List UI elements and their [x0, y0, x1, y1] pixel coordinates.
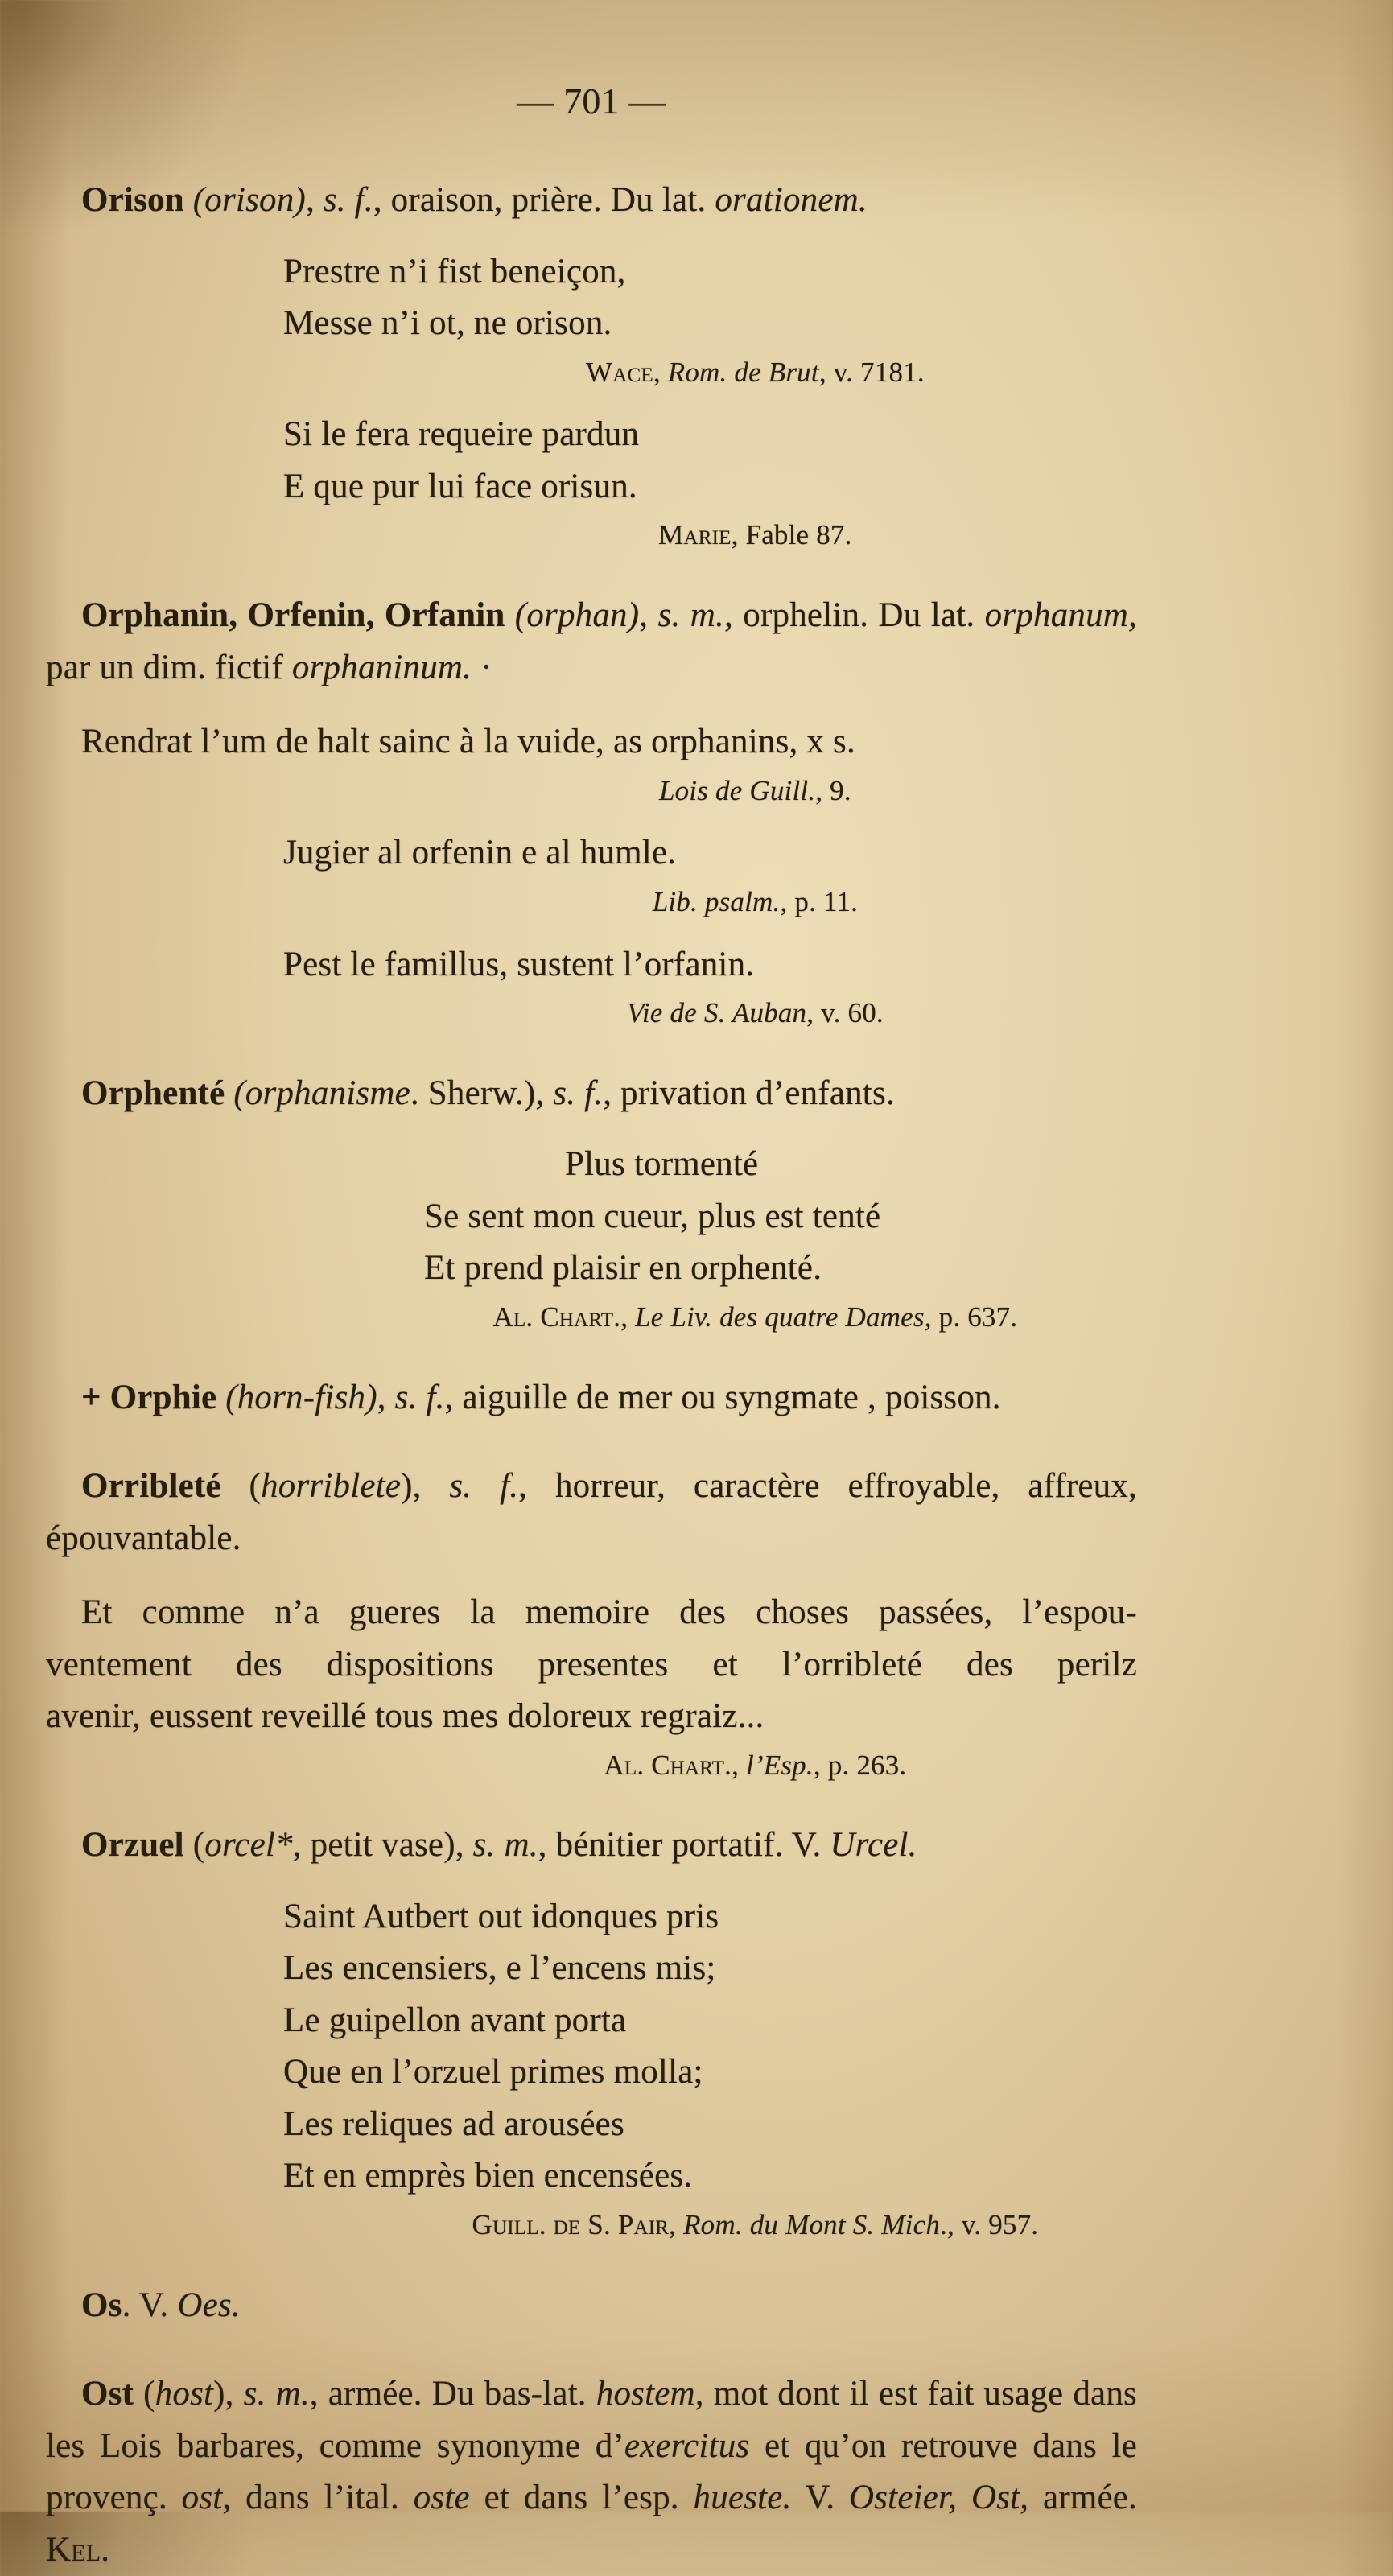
author-name: Wace	[585, 356, 653, 388]
dictionary-entry	[46, 1820, 1137, 2242]
verse-quote	[283, 827, 1137, 880]
text-segment: ,	[639, 596, 658, 635]
citation	[373, 355, 1137, 390]
text-segment: , petit vase),	[292, 1826, 473, 1865]
entry-headword-line	[46, 1820, 1137, 1872]
verse-line: Pest le famillus, sustent l’orfanin.	[283, 945, 755, 983]
text-segment: l’Esp.	[745, 1749, 814, 1781]
entry-headword-line	[46, 2280, 1137, 2332]
text-segment: (orphanisme	[233, 1074, 410, 1112]
text-segment: par un dim. fictif	[46, 648, 292, 686]
verse-line: Saint Autbert out idonques pris	[283, 1897, 719, 1935]
text-segment: . Sherw.),	[410, 1074, 554, 1112]
entry-headword-line	[46, 2368, 1137, 2576]
headword: +	[81, 1378, 110, 1416]
text-segment: (	[134, 2375, 155, 2413]
verse-line: Les encensiers, e l’encens mis;	[283, 1949, 716, 1988]
text-segment: , p. 11.	[780, 885, 859, 917]
citation	[373, 884, 1137, 920]
entry-headword-line	[46, 1461, 1137, 1564]
text-segment: Lois de Guill.	[658, 774, 816, 806]
text-segment: s. f.	[323, 181, 373, 220]
text-segment: et dans l’esp.	[469, 2479, 694, 2517]
verse-line: Les reliques ad arousées	[283, 2104, 624, 2143]
headword: Os	[81, 2285, 122, 2324]
text-segment: , armée. Du bas-lat.	[309, 2375, 596, 2413]
entry-headword-line	[46, 590, 1137, 694]
text-segment: Rom. du Mont S. Mich	[683, 2208, 941, 2240]
verse-quote	[283, 409, 1137, 513]
headword: Orribleté	[81, 1467, 249, 1506]
text-segment: , oraison, prière. Du lat.	[373, 181, 715, 220]
text-segment: , p. 637.	[924, 1300, 1018, 1333]
headword: Orison	[81, 181, 193, 220]
entry-headword-line	[46, 1372, 1137, 1424]
author-name: Kel.	[46, 2530, 110, 2569]
citation	[373, 1300, 1137, 1335]
text-segment: exercitus	[624, 2426, 750, 2465]
prose-quote	[46, 716, 1137, 769]
dictionary-entry	[46, 590, 1137, 1031]
headword: Orphie	[109, 1378, 226, 1416]
page-number: — 701 —	[517, 80, 666, 122]
prose-quote	[46, 1587, 1137, 1743]
text-segment: ,	[305, 181, 324, 220]
text-segment: oste	[413, 2479, 470, 2517]
headword: Orzuel	[81, 1826, 193, 1865]
text-segment: s. m.	[243, 2375, 310, 2413]
verse-line: E que pur lui face orisun.	[283, 467, 637, 505]
dictionary-entry	[46, 1461, 1137, 1783]
text-segment: , bénitier portatif. V.	[538, 1826, 830, 1865]
text-segment: ,	[653, 356, 668, 388]
entry-headword-line	[46, 175, 1137, 227]
verse-quote	[424, 1139, 1137, 1295]
verse-quote	[283, 939, 1137, 991]
text-segment: , horreur, caractère effroyable, affreux, épouvantable.	[46, 1467, 1138, 1557]
text-segment: ),	[401, 1467, 450, 1506]
text-segment: , aiguille de mer ou syngmate , poisson.	[444, 1378, 1001, 1416]
verse-line: Se sent mon cueur, plus est tenté	[424, 1197, 881, 1235]
verse-line: Messe n’i ot, ne orison.	[283, 304, 612, 343]
entry-headword-line	[46, 1068, 1137, 1120]
citation	[373, 773, 1137, 809]
text-segment: ., v. 957.	[940, 2208, 1039, 2240]
citation	[373, 517, 1137, 553]
dictionary-entry	[46, 2280, 1137, 2332]
text-segment: Lib. psalm.	[652, 885, 781, 917]
text-segment: s. m.	[657, 596, 725, 635]
text-segment: hueste.	[693, 2479, 792, 2517]
dictionary-entry	[46, 1068, 1137, 1335]
author-name: Marie	[658, 519, 732, 551]
text-segment: , v. 7181.	[818, 356, 925, 388]
author-name: Al. Chart.	[604, 1749, 732, 1781]
text-segment: s. f.	[553, 1074, 604, 1112]
text-segment: (horn-fish)	[225, 1378, 377, 1416]
text-segment: (orison)	[192, 181, 306, 220]
text-segment: Osteier, Ost,	[849, 2479, 1029, 2517]
text-segment: orphanum,	[984, 596, 1137, 635]
headword: Ost	[81, 2375, 134, 2413]
text-segment: et qu’on retrouve dans le provenç.	[46, 2426, 1137, 2517]
prose-line: ventement des dispositions presentes et l’orribleté des perilz	[46, 1645, 1137, 1684]
text-segment: host	[155, 2375, 214, 2413]
text-segment: Rom. de Brut	[667, 356, 819, 388]
verse-line: Jugier al orfenin e al humle.	[283, 834, 677, 872]
text-segment: ,	[377, 1378, 395, 1416]
text-segment: mot dont il est fait usage dans les Lois barbares, comme synonyme d’	[46, 2375, 1137, 2465]
author-name: Al. Chart.	[492, 1300, 621, 1333]
text-segment: , dans l’ital.	[222, 2479, 414, 2517]
verse-line: Le guipellon avant porta	[283, 2001, 627, 2039]
text-segment: ,	[732, 1749, 746, 1781]
dictionary-entry	[46, 175, 1137, 553]
text-segment: , privation d’enfants.	[603, 1074, 895, 1112]
text-segment: , orphelin. Du lat.	[724, 596, 985, 635]
entries	[46, 175, 1137, 2576]
text-segment: ,	[620, 1300, 636, 1333]
text-segment: Oes.	[177, 2285, 241, 2324]
text-segment: ),	[213, 2375, 244, 2413]
verse-line: Et en emprès bien encensées.	[283, 2157, 693, 2195]
text-segment: orationem.	[715, 181, 868, 220]
verse-line: Si le fera requeire pardun	[283, 415, 640, 454]
dictionary-entry	[46, 2368, 1137, 2576]
text-segment: . V.	[122, 2285, 178, 2324]
text-segment: orcel*	[204, 1826, 293, 1865]
text-segment: (	[192, 1826, 205, 1865]
prose-line: avenir, eussent reveillé tous mes doloreux regraiz...	[46, 1697, 765, 1736]
text-segment: , Fable 87.	[731, 519, 852, 551]
verse-quote	[283, 1891, 1137, 2203]
verse-line: Plus tormenté	[565, 1145, 759, 1184]
headword: Orphenté	[81, 1074, 234, 1112]
text-segment: s. f.	[394, 1378, 445, 1416]
headword: Orphanin, Orfenin, Orfanin	[81, 596, 515, 635]
text-segment: , 9.	[815, 774, 851, 806]
citation	[373, 995, 1137, 1031]
text-segment: orphaninum.	[291, 648, 472, 686]
citation	[373, 1748, 1137, 1783]
dictionary-entry	[46, 1372, 1137, 1424]
text-segment: ost	[181, 2479, 223, 2517]
citation	[373, 2207, 1137, 2243]
verse-quote	[283, 246, 1137, 350]
author-name: Guill. de S. Pair	[472, 2208, 670, 2240]
text-segment: , p. 263.	[813, 1749, 907, 1781]
text-segment: V.	[791, 2479, 849, 2517]
prose-line: Et comme n’a gueres la memoire des choses passées, l’espou-	[81, 1593, 1137, 1632]
prose-line: Rendrat l’um de halt sainc à la vuide, as orphanins, x s.	[81, 723, 855, 761]
text-segment: , v. 60.	[806, 997, 884, 1029]
text-segment: s. f.	[449, 1467, 519, 1506]
text-segment: horriblete	[261, 1467, 402, 1506]
text-segment: Urcel.	[830, 1826, 917, 1865]
text-segment: s. m.	[472, 1826, 538, 1865]
text-segment: armée.	[1028, 2479, 1138, 2517]
page-content	[46, 0, 1137, 2576]
verse-line: Et prend plaisir en orphenté.	[424, 1249, 822, 1288]
text-segment: Vie de S. Auban	[626, 997, 807, 1029]
verse-line: Que en l’orzuel primes molla;	[283, 2053, 703, 2092]
text-segment: (	[249, 1467, 262, 1506]
text-segment: (orphan)	[514, 596, 640, 635]
text-segment: hostem,	[596, 2375, 704, 2413]
text-segment: ·	[472, 648, 492, 686]
text-segment: ,	[669, 2208, 684, 2240]
verse-line: Prestre n’i fist beneiçon,	[283, 252, 626, 291]
text-segment: Le Liv. des quatre Dames	[635, 1300, 925, 1333]
